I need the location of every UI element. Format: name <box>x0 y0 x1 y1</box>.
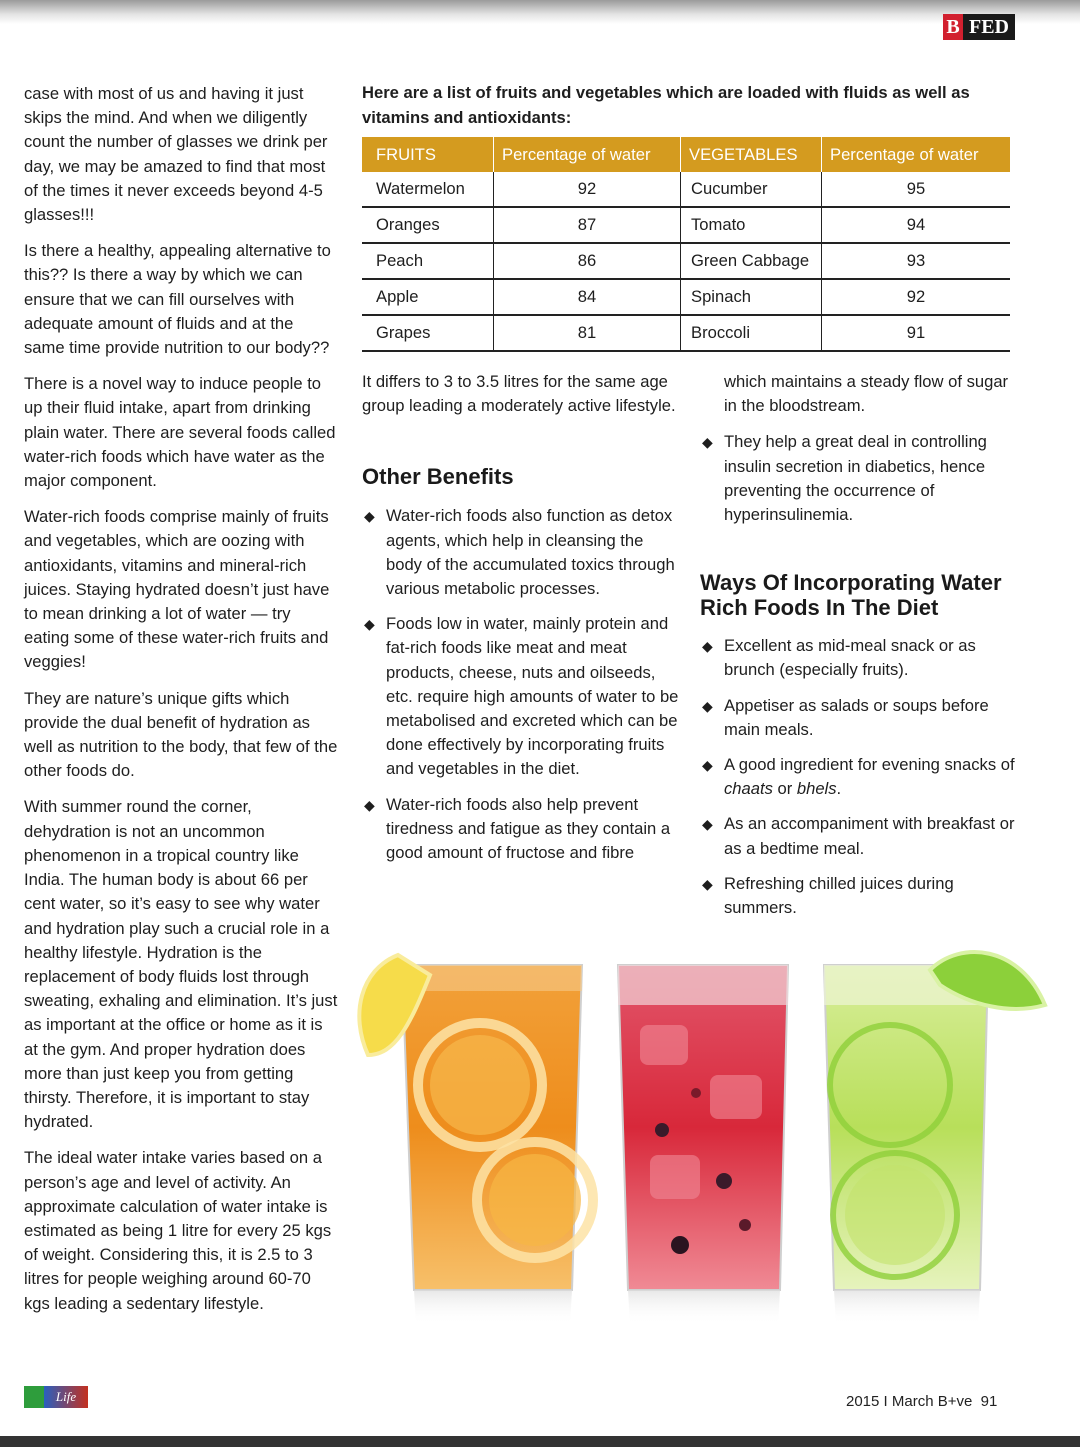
list-item <box>700 430 1016 527</box>
diamond-bullet-icon: ◆ <box>702 757 713 774</box>
juice-glasses-photo <box>340 945 1060 1405</box>
bullet-text-bhels: bhels <box>796 779 837 799</box>
vegetable-name: Tomato <box>681 207 822 243</box>
vegetable-name: Green Cabbage <box>681 243 822 279</box>
fruit-name: Grapes <box>362 315 494 351</box>
fruit-name: Watermelon <box>362 172 494 207</box>
bullet-text: Excellent as mid-meal snack or as brunch (especially fruits). <box>724 636 976 680</box>
logo-mark <box>24 1386 44 1408</box>
berry-juice-glass <box>618 965 788 1325</box>
table-row <box>362 315 1010 351</box>
section-tag-letter: B <box>943 14 963 40</box>
bullet-text: As an accompaniment with breakfast or as a bedtime meal. <box>724 814 1015 858</box>
list-item <box>700 634 1016 682</box>
table-row <box>362 207 1010 243</box>
life-section-logo <box>24 1386 88 1408</box>
diamond-bullet-icon: ◆ <box>364 796 375 813</box>
vegetable-name: Broccoli <box>681 315 822 351</box>
bullet-text: Appetiser as salads or soups before main meals. <box>724 695 989 739</box>
diamond-bullet-icon: ◆ <box>364 616 375 633</box>
bullet-text-end: . <box>836 779 842 799</box>
middle-column <box>362 370 680 876</box>
vegetable-percentage: 91 <box>822 315 1011 351</box>
vegetable-percentage: 94 <box>822 207 1011 243</box>
page-footer <box>846 1393 997 1410</box>
list-item <box>700 812 1016 860</box>
fruit-percentage: 84 <box>494 279 681 315</box>
table-row <box>362 172 1010 207</box>
water-content-table <box>362 137 1010 352</box>
left-paragraph: With summer round the corner, dehydration is not an uncommon phenomenon in a tropical country like India. The human body is about 66 per cent water, so it’s easy to see why water and hydration play such a crucial role in a healthy lifestyle. Hydration is the replacement of body fluids lost through sweating, exhaling and elimination. It’s just as important at the office or home as it is at the gym. And proper hydration does more than just keep you from getting thirsty. Therefore, it is important to stay hydrated. <box>24 797 338 1132</box>
left-paragraph: Is there a healthy, appealing alternative to this?? Is there a way by which we can ensure that we can fill ourselves with adequate amount of fluids and at the same time provide nutrition to our body?? <box>24 241 331 358</box>
diamond-bullet-icon: ◆ <box>702 875 713 892</box>
vegetable-name: Cucumber <box>681 172 822 207</box>
vegetable-percentage: 95 <box>822 172 1011 207</box>
right-continuation: which maintains a steady flow of sugar in the bloodstream. <box>724 372 1009 416</box>
page-number: 91 <box>980 1393 998 1410</box>
left-paragraph: case with most of us and having it just skips the mind. And when we diligently count the number of glasses we drink per day, we may be amazed to find that most of the times it never exceeds beyond 4-5 glasses!!! <box>24 84 328 225</box>
left-paragraph: There is a novel way to induce people to up their fluid intake, apart from drinking plain water. There are several foods called water-rich foods which have water as the major component. <box>24 374 336 491</box>
bullet-text: Refreshing chilled juices during summers. <box>724 873 954 918</box>
page-top-shadow <box>0 0 1080 24</box>
middle-intro: It differs to 3 to 3.5 litres for the same age group leading a moderately active lifestyle. <box>362 372 676 416</box>
bullet-text-pre: A good ingredient for evening snacks of <box>724 755 1015 775</box>
issue-date: 2015 I March <box>846 1393 938 1410</box>
ways-list <box>700 634 1016 920</box>
bullet-text: Water-rich foods also help prevent tiredness and fatigue as they contain a good amount of fructose and fibre <box>386 794 671 863</box>
logo-text: Life <box>44 1386 88 1408</box>
insulin-list <box>700 430 1016 527</box>
table-row <box>362 243 1010 279</box>
diamond-bullet-icon: ◆ <box>702 816 713 833</box>
list-item <box>362 504 680 601</box>
ways-heading: Ways Of Incorporating Water Rich Foods In The Diet <box>700 570 1002 620</box>
left-paragraph: The ideal water intake varies based on a person’s age and level of activity. An approximate calculation of water intake is estimated as being 1 litre for every 25 kgs of weight. Considering this, it is 2.5 to 3 litres for people weighing around 60-70 kgs leading a sedentary lifestyle. <box>24 1148 332 1313</box>
fruit-percentage: 81 <box>494 315 681 351</box>
list-item <box>700 872 1016 920</box>
vegetable-percentage: 92 <box>822 279 1011 315</box>
bullet-text-chaats: chaats <box>724 779 773 799</box>
table-header-row <box>362 137 1010 172</box>
magazine-brand: B+ve <box>937 1393 973 1410</box>
bullet-text-or: or <box>772 779 797 799</box>
header-vegetables: VEGETABLES <box>681 137 822 172</box>
diamond-bullet-icon: ◆ <box>702 434 713 451</box>
fruit-name: Peach <box>362 243 494 279</box>
header-fruits: FRUITS <box>362 137 494 172</box>
section-tag-word: FED <box>963 14 1015 40</box>
left-paragraph: Water-rich foods comprise mainly of fruits and vegetables, which are oozing with antioxidants, vitamins and mineral-rich juices. Staying hydrated doesn’t just have to mean drinking a lot of water — try eating some of these water-rich fruits and veggies! <box>24 507 330 672</box>
left-column <box>24 82 338 1328</box>
vegetable-name: Spinach <box>681 279 822 315</box>
benefits-list <box>362 504 680 865</box>
fruit-name: Oranges <box>362 207 494 243</box>
table-intro: Here are a list of fruits and vegetables which are loaded with fluids as well as vitamins and antioxidants: <box>362 83 970 127</box>
bullet-text: They help a great deal in controlling insulin secretion in diabetics, hence preventing the occurrence of hyperinsulinemia. <box>724 432 987 525</box>
other-benefits-heading: Other Benefits <box>362 464 514 490</box>
list-item <box>700 753 1016 801</box>
diamond-bullet-icon: ◆ <box>364 508 375 525</box>
right-column <box>700 370 1016 931</box>
left-paragraph: They are nature’s unique gifts which provide the dual benefit of hydration as well as nutrition to the body, that few of the other foods do. <box>24 688 338 781</box>
fruit-percentage: 86 <box>494 243 681 279</box>
bullet-text: Water-rich foods also function as detox agents, which help in cleansing the body of the accumulated toxics through various metabolic processes. <box>386 506 675 599</box>
list-item <box>362 612 680 781</box>
section-tag <box>943 14 1015 40</box>
header-fruit-percentage: Percentage of water <box>494 137 681 172</box>
diamond-bullet-icon: ◆ <box>702 638 713 655</box>
page-bottom-edge <box>0 1436 1080 1447</box>
diamond-bullet-icon: ◆ <box>702 697 713 714</box>
fruit-name: Apple <box>362 279 494 315</box>
header-vegetable-percentage: Percentage of water <box>822 137 1011 172</box>
list-item <box>700 694 1016 742</box>
fruit-percentage: 87 <box>494 207 681 243</box>
bullet-text: Foods low in water, mainly protein and fat-rich foods like meat and meat products, cheese, nuts and oilseeds, etc. require high amounts of water to be metabolised and excreted which can be done effectively by incorporating fruits and vegetables in the diet. <box>386 614 679 779</box>
fruit-percentage: 92 <box>494 172 681 207</box>
list-item <box>362 793 680 866</box>
table-row <box>362 279 1010 315</box>
vegetable-percentage: 93 <box>822 243 1011 279</box>
